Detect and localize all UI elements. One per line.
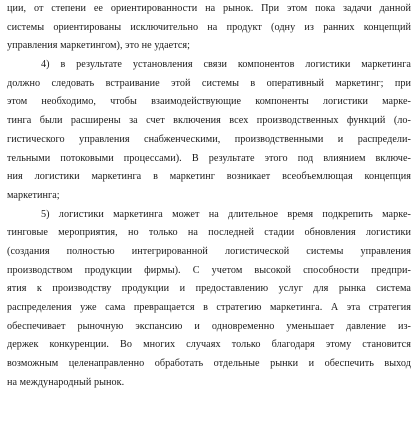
paragraph-2 xyxy=(7,56,411,206)
text-line: ятия к производству продукции и предоставлению услуг для рынка система xyxy=(7,283,411,295)
text-line: 4) в результате установления связи компонентов логистики маркетинга xyxy=(41,59,411,71)
text-line: системы ориентированы исключительно на продукт (одну из ранних концепций xyxy=(7,21,411,33)
text-line: 5) логистики маркетинга может на длительное время подкрепить марке- xyxy=(41,208,411,220)
text-line: возможным целенаправленно обработать отдельные рынки и обеспечить выход xyxy=(7,358,411,370)
text-line: управления маркетингом), это не удается; xyxy=(7,40,191,52)
text-line: должно следовать встраивание этой системы в оперативный маркетинг; при xyxy=(7,77,411,89)
text-line: ции, от степени ее ориентированности на рынок. При этом пока задачи данной xyxy=(7,3,411,14)
text-line: ния логистики маркетинга в маркетинг возникает всеобъемлющая концепция xyxy=(7,171,411,183)
text-line: тинга были расширены за счет включения всех производственных функций (ло- xyxy=(7,115,411,127)
text-line: распределения уже сама превращается в стратегию маркетинга. А эта стратегия xyxy=(7,302,411,313)
document-page xyxy=(7,0,411,392)
text-line: на международный рынок. xyxy=(7,376,125,388)
text-line: (создания полностью интегрированной логистической системы управления xyxy=(7,245,411,257)
text-line: производством продукции фирмы). С учетом высокой способности предпри- xyxy=(7,264,411,276)
text-line: маркетинга; xyxy=(7,189,60,201)
paragraph-1 xyxy=(7,0,411,56)
text-line: гистического управления снабженческими, производственными и распредели- xyxy=(7,133,411,145)
text-line: этом необходимо, чтобы взаимодействующие компоненты логистики марке- xyxy=(7,96,411,108)
text-line: обеспечивает рыночную экспансию и одновременно уменьшает давление из- xyxy=(7,320,411,332)
text-line: тинговые мероприятия, но только на последней стадии обновления логистики xyxy=(7,227,411,239)
text-line: тельными потоковыми процессами). В результате этого под влиянием включе- xyxy=(7,152,411,164)
text-line: держек конкуренции. Во многих случаях только благодаря этому становится xyxy=(7,339,411,351)
paragraph-3 xyxy=(7,206,411,393)
